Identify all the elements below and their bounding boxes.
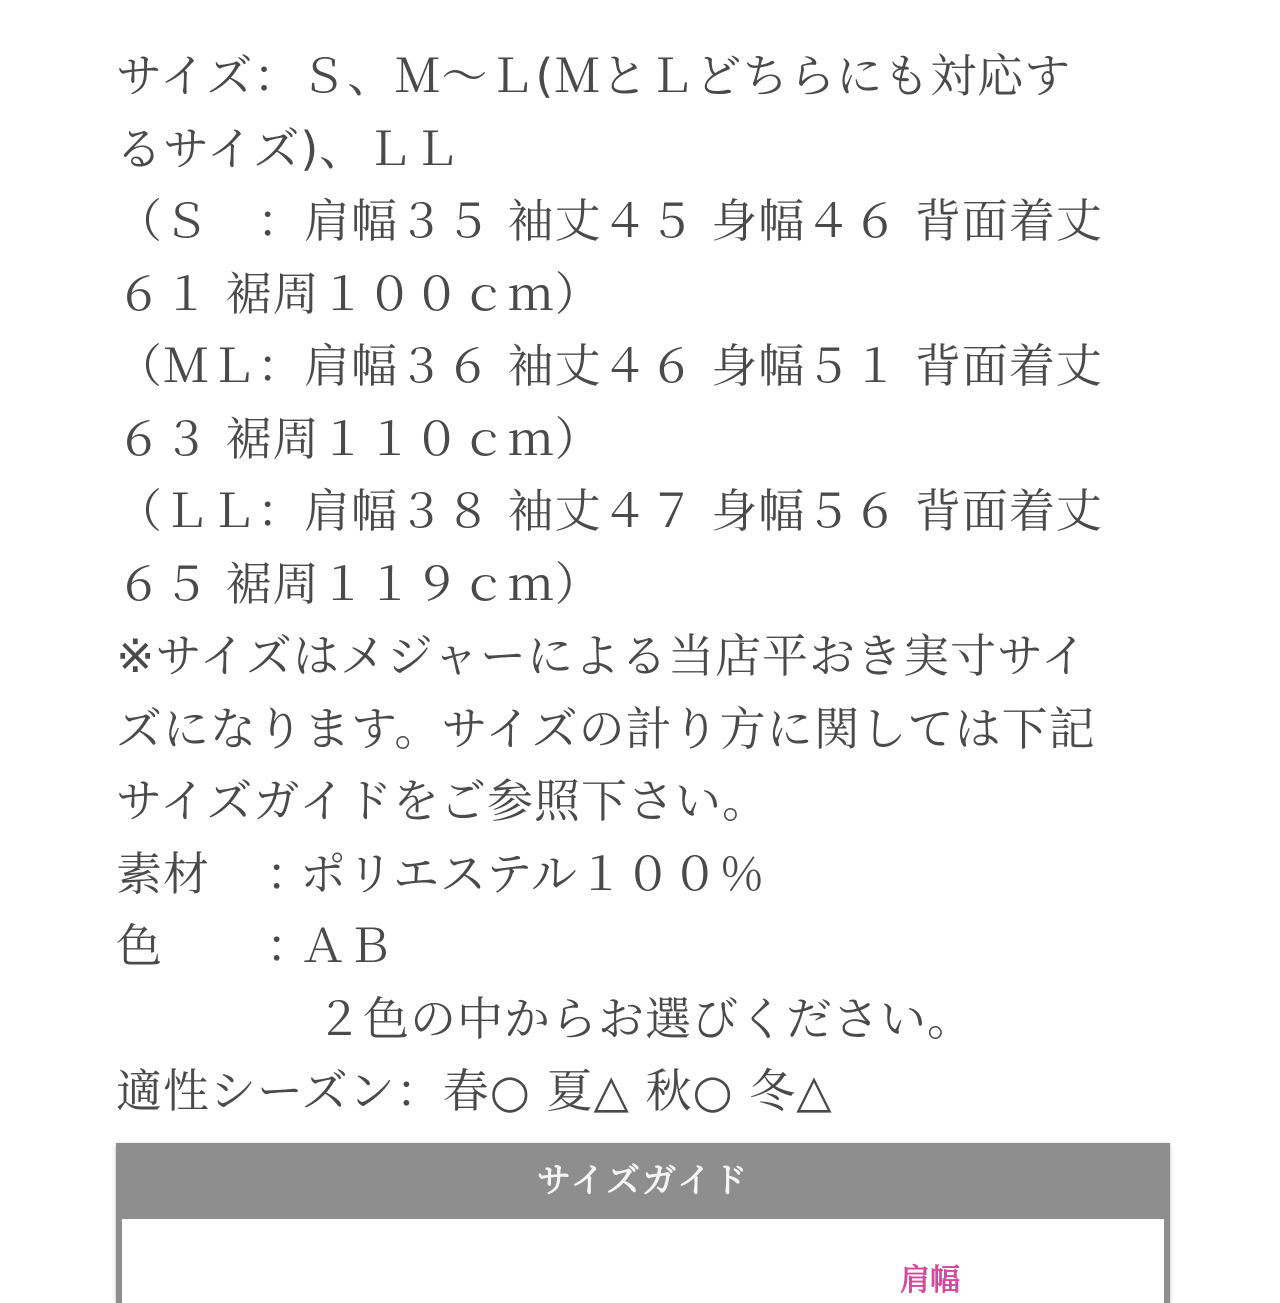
size-ll-line: （ＬＬ：肩幅３８ 袖丈４７ 身幅５６ 背面着丈 <box>116 484 1103 538</box>
material-label: 素材 <box>116 846 210 901</box>
description-line: るサイズ)、ＬＬ <box>116 121 461 176</box>
color-row <box>116 910 1156 983</box>
color-value: ＡＢ <box>300 919 394 973</box>
size-s-line-cont: ６１ 裾周１００ｃｍ） <box>116 266 602 321</box>
color-note: ２色の中からお選びください。 <box>316 991 974 1046</box>
size-guide-panel <box>116 1143 1170 1303</box>
shoulder-width-label: 肩幅 <box>900 1263 960 1298</box>
season-line: 適性シーズン：春○ 夏△ 秋○ 冬△ <box>116 1064 833 1118</box>
color-label: 色 <box>116 919 163 973</box>
product-description <box>116 40 1156 1128</box>
material-colon: ： <box>266 846 313 901</box>
color-colon: ： <box>266 919 313 973</box>
size-ll-line-cont: ６５ 裾周１１９ｃｍ） <box>116 556 602 611</box>
size-s-line: （Ｓ ：肩幅３５ 袖丈４５ 身幅４６ 背面着丈 <box>116 194 1103 248</box>
size-guide-title: サイズガイド <box>536 1161 750 1201</box>
material-row <box>116 838 1156 911</box>
material-value: ポリエステル１００％ <box>300 846 766 901</box>
size-guide-body <box>122 1219 1164 1303</box>
size-note-line: ズになります。サイズの計り方に関しては下記 <box>116 701 1096 756</box>
size-ml-line-cont: ６３ 裾周１１０ｃｍ） <box>116 411 602 466</box>
size-ml-line: （ＭＬ：肩幅３６ 袖丈４６ 身幅５１ 背面着丈 <box>116 339 1103 393</box>
size-note-line: ※サイズはメジャーによる当店平おき実寸サイ <box>116 629 1088 683</box>
description-line: サイズ：Ｓ、Ｍ～Ｌ(ＭとＬどちらにも対応す <box>116 49 1072 103</box>
size-note-line: サイズガイドをご参照下さい。 <box>116 774 769 828</box>
